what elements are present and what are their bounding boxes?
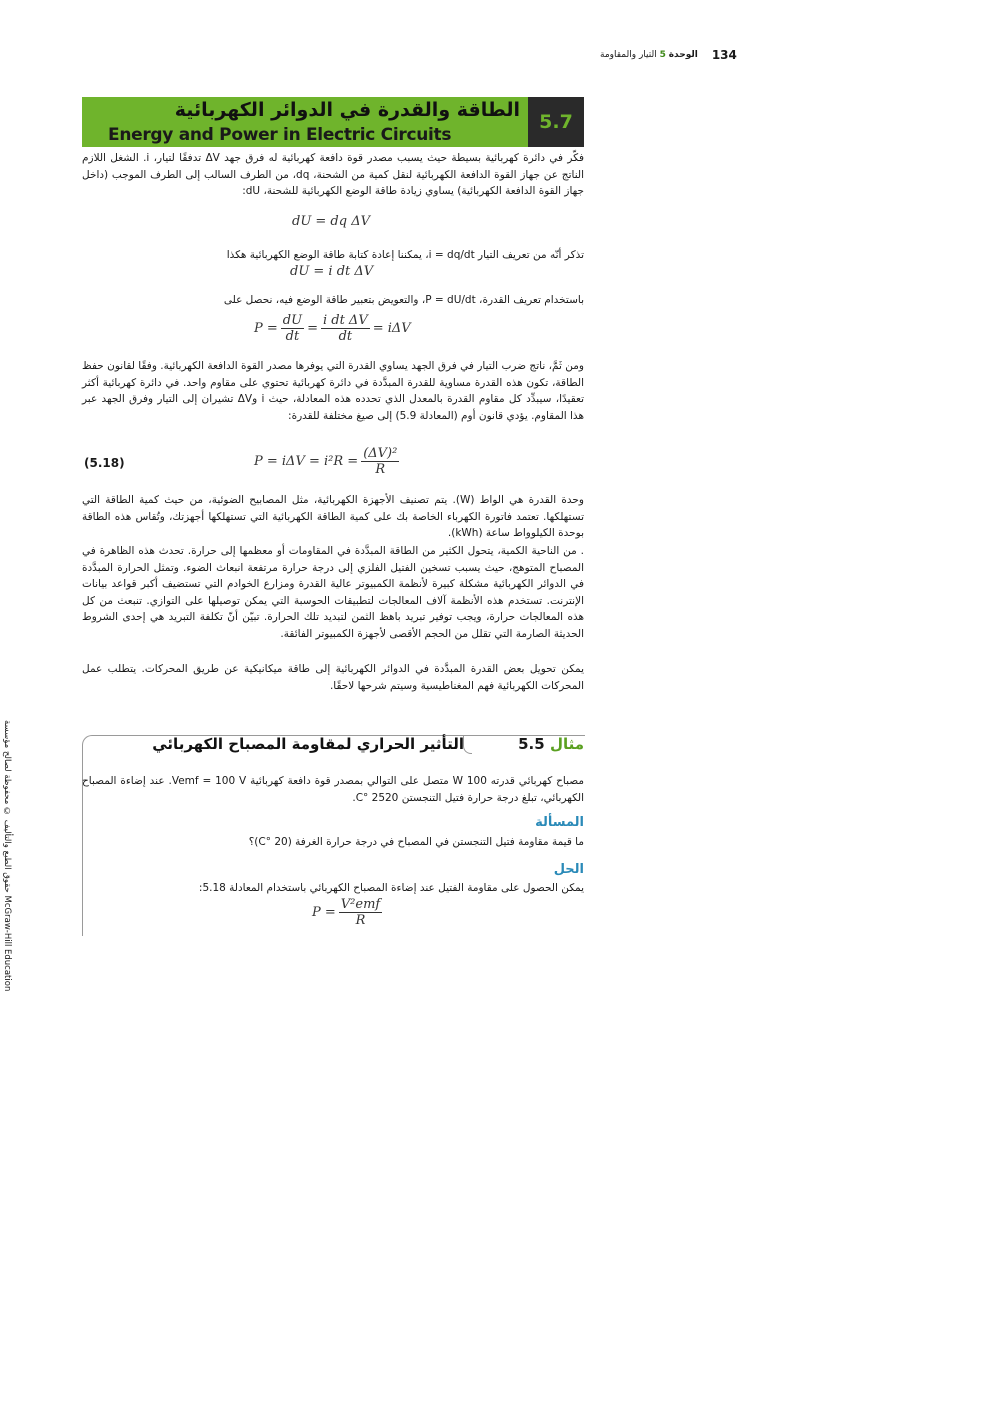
page-number: 134: [711, 48, 737, 62]
equation-1: dU = dq ΔV: [292, 214, 370, 229]
section-banner: [82, 97, 584, 147]
equation-3-fraction-2: $\frac{\text{i dt ΔV}}{dt}$: [322, 313, 368, 344]
paragraph-4: ومن ثَمَّ، ناتج ضرب التيار في فرق الجهد يساوي القدرة التي يوفرها مصدر القوة الدافعة الكهربائية. وفقًا لقانون حفظ الطاقة، تكون هذه القدرة مساوية للقدرة المبدَّدة في دائرة كهربائية تحتوي على مقاوم واحد. في دائرة كهربائية أكثر تعقيدًا، سيبدِّد كل مقاوم القدرة بالمعدل الذي تحدده هذه المعادلة، حيث i وΔV تشيران إلى التيار وفرق الجهد عبر هذا المقاوم. يؤدي قانون أوم (المعادلة 5.9) إلى صيغ مختلفة للقدرة:: [82, 360, 584, 422]
section-title-en: Energy and Power in Electric Circuits: [108, 125, 452, 145]
example-header: [82, 735, 584, 757]
paragraph-6: . من الناحية الكمية، يتحول الكثير من الطاقة المبدَّدة في المقاومات أو معظمها إلى حرارة. تحدث هذه الظاهرة في المصباح المتوهج، حيث يسبب تسخين الفتيل الفلزي إلى درجة حرارة مرتفعة انبعاث الضوء. وتمثل الحرارة المبدَّدة في الدوائر الكهربائية مشكلة كبيرة لأنظمة الكمبيوتر عالية القدرة ومزارع الخوادم التي تستضيف أكبر قواعد بيانات الإنترنت. تستخدم هذه الأنظمة آلاف المعالجات لتطبيقات الحوسبة التي يمكن توصيلها على التوازي. تنبعث من كل هذه المعالجات حرارة، ويجب توفير تبريد باهظ الثمن لتبديد تلك الحرارة. تبيّن أنّ تكلفة التبريد هي إحدى الشروط الحديثة الصارمة التي تقلل من الحجم الأقصى لأجهزة الكمبيوتر الفائقة.: [82, 545, 584, 640]
equation-4: P = iΔV = i²R = $\frac{\text{(ΔV)²}}{R}$: [254, 446, 398, 477]
solution-text: يمكن الحصول على مقاومة الفتيل عند إضاءة المصباح الكهربائي باستخدام المعادلة 5.18:: [198, 882, 584, 894]
paragraph-2: تذكر أنّه من تعريف التيار i = dq/dt، يمكننا إعادة كتابة طاقة الوضع الكهربائية هكذا: [226, 249, 584, 261]
section-number: 5.7: [528, 97, 584, 147]
paragraph-1: فكّر في دائرة كهربائية بسيطة حيث يسبب مصدر قوة دافعة كهربائية له فرق جهد ΔV تدفقًا لتيار، i. الشغل اللازم الناتج عن جهاز القوة الدافعة الكهربائية لنقل كمية من الشحنة، dq، من الطرف السالب إلى الطرف الموجب (داخل جهاز القوة الدافعة الكهربائية) يساوي زيادة طاقة الوضع الكهربائية للشحنة، dU:: [82, 152, 585, 197]
equation-2: dU = i dt ΔV: [290, 264, 374, 279]
solution-heading: الحل: [553, 862, 584, 877]
copyright-side-note: حقوق الطبع والتأليف © محفوظة لصالح مؤسسة McGraw-Hill Education: [2, 720, 12, 992]
unit-label: الوحدة 5 التيار والمقاومة: [600, 50, 698, 60]
paragraph-5: وحدة القدرة هي الواط (W). يتم تصنيف الأجهزة الكهربائية، مثل المصابيح الضوئية، من حيث كمية الطاقة التي تستهلكها. تعتمد فاتورة الكهرباء الخاصة بك على كمية الطاقة الكهربائية التي تستهلكها أجهزتك، وتُقاس هذه الطاقة بوحدة الكيلوواط ساعة (kWh).: [82, 494, 584, 539]
example-title: التأثير الحراري لمقاومة المصباح الكهربائي: [152, 735, 464, 753]
solution-equation-fraction: $\frac{\text{V²emf}}{R}$: [340, 897, 381, 928]
equation-4-fraction: $\frac{\text{(ΔV)²}}{R}$: [363, 446, 398, 477]
solution-equation: P = $\frac{\text{V²emf}}{R}$: [312, 897, 381, 928]
example-header-divider: [463, 735, 472, 754]
equation-number: (5.18): [84, 456, 125, 470]
paragraph-3: باستخدام تعريف القدرة، P = dU/dt، والتعويض بتعبير طاقة الوضع فيه، نحصل على: [223, 294, 584, 306]
example-label: مثال 5.5: [518, 735, 584, 753]
paragraph-7: يمكن تحويل بعض القدرة المبدَّدة في الدوائر الكهربائية إلى طاقة ميكانيكية عن طريق المحركات. يتطلب عمل المحركات الكهربائية فهم المغناطيسية وسيتم شرحها لاحقًا.: [82, 663, 584, 692]
problem-text: ما قيمة مقاومة فتيل التنجستن في المصباح في درجة حرارة الغرفة (20 °C)؟: [248, 836, 584, 848]
section-title-ar: الطاقة والقدرة في الدوائر الكهربائية: [174, 99, 520, 121]
problem-heading: المسألة: [535, 815, 584, 830]
equation-3: P = $\frac{dU}{dt}$ = $\frac{\text{i dt ΔV}}{dt}$ = iΔV: [254, 313, 411, 344]
page-header: [600, 48, 800, 62]
equation-3-fraction-1: $\frac{dU}{dt}$: [282, 313, 303, 344]
example-intro: مصباح كهربائي قدرته 100 W متصل على التوالي بمصدر قوة دافعة كهربائية Vemf = 100 V. عند إضاءة المصباح الكهربائي، تبلغ درجة حرارة فتيل التنجستن 2520 °C.: [82, 775, 584, 804]
